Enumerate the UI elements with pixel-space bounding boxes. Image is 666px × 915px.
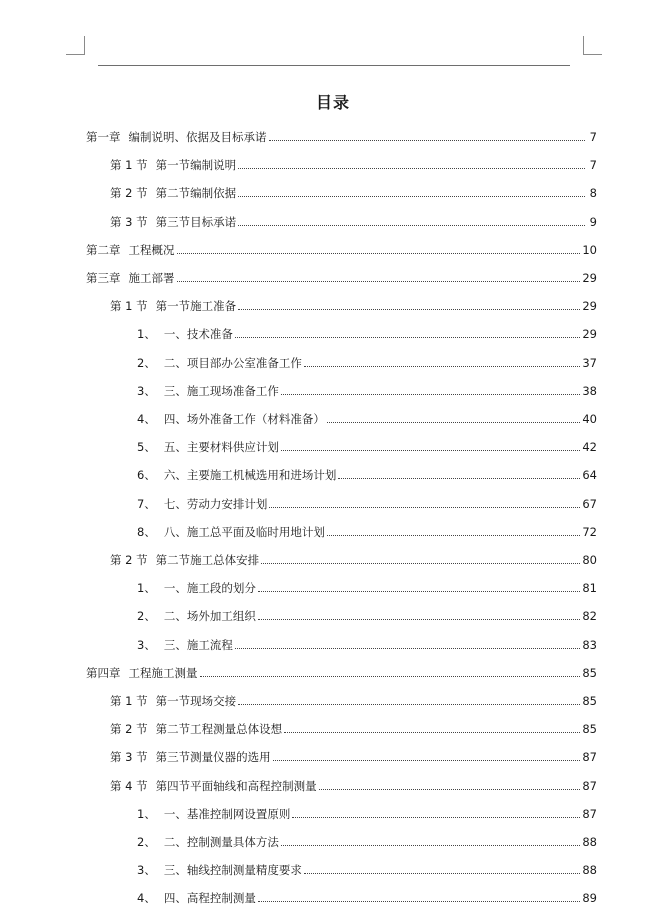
- toc-entry-text: 第一节施工准备: [155, 299, 237, 314]
- toc-leader-dots: [177, 253, 581, 254]
- toc-entry-text: 第三节测量仪器的选用: [155, 750, 271, 765]
- toc-entry-number: 5、: [137, 440, 156, 455]
- toc-leader-dots: [284, 732, 580, 733]
- toc-leader-dots: [258, 901, 581, 902]
- toc-leader-dots: [281, 450, 581, 451]
- toc-entry-number: 4、: [137, 412, 156, 426]
- toc-entry[interactable]: [110, 547, 597, 567]
- toc-entry-label: [86, 130, 267, 144]
- toc-leader-dots: [304, 366, 581, 367]
- toc-entry-page: 81: [582, 581, 597, 596]
- toc-entry-text: 二、项目部办公室准备工作: [163, 355, 302, 370]
- toc-entry[interactable]: [110, 180, 597, 200]
- toc-entry-page: 87: [582, 806, 597, 821]
- toc-entry[interactable]: [110, 688, 597, 708]
- toc-entry-text: 编制说明、依据及目标承诺: [128, 130, 267, 144]
- toc-leader-dots: [269, 507, 580, 508]
- toc-entry-page: 64: [582, 468, 597, 483]
- toc-entry[interactable]: [110, 152, 597, 172]
- toc-entry-page: 67: [582, 496, 597, 511]
- toc-entry-number: 3、: [137, 383, 156, 398]
- toc-entry[interactable]: [110, 293, 597, 313]
- toc-entry-label: [137, 581, 256, 595]
- toc-entry-page: 87: [582, 778, 597, 793]
- toc-entry-text: 八、施工总平面及临时用地计划: [163, 524, 325, 539]
- toc-leader-dots: [261, 563, 580, 564]
- toc-entry-text: 第三节目标承诺: [155, 214, 237, 229]
- toc-entry[interactable]: [137, 575, 597, 595]
- toc-entry-label: [137, 891, 256, 905]
- toc-entry-text: 第四节平面轴线和高程控制测量: [155, 778, 317, 793]
- toc-entry[interactable]: [110, 716, 597, 736]
- toc-leader-dots: [304, 873, 581, 874]
- toc-entry-number: 第四章: [86, 665, 121, 680]
- toc-entry-page: 85: [582, 694, 597, 708]
- toc-entry[interactable]: [110, 773, 597, 793]
- toc-leader-dots: [319, 789, 581, 790]
- toc-entry-number: 6、: [137, 468, 156, 483]
- toc-entry-number: 第 2 节: [110, 186, 148, 201]
- toc-leader-dots: [200, 676, 581, 677]
- toc-leader-dots: [177, 281, 581, 282]
- toc-entry-page: 80: [582, 553, 597, 567]
- toc-entry-label: [137, 440, 279, 454]
- toc-entry-number: 2、: [137, 835, 156, 849]
- toc-entry-number: 第 2 节: [110, 553, 148, 567]
- toc-entry-number: 2、: [137, 609, 156, 624]
- toc-entry[interactable]: [137, 406, 597, 426]
- toc-entry-number: 2、: [137, 355, 156, 370]
- toc-entry-number: 3、: [137, 637, 156, 652]
- toc-entry[interactable]: [86, 124, 597, 144]
- toc-entry-page: 88: [582, 835, 597, 849]
- toc-leader-dots: [327, 422, 581, 423]
- toc-entry-label: [137, 863, 302, 877]
- toc-entry-label: [137, 356, 302, 370]
- toc-leader-dots: [281, 845, 581, 846]
- toc-entry-page: 40: [582, 412, 597, 426]
- toc-entry-page: 38: [582, 383, 597, 398]
- toc-leader-dots: [292, 817, 580, 818]
- toc-entry[interactable]: [137, 885, 597, 905]
- toc-entry[interactable]: [137, 829, 597, 849]
- toc-entry-label: [137, 327, 233, 341]
- toc-entry-page: 29: [582, 271, 597, 285]
- toc-entry-text: 第二节工程测量总体设想: [155, 722, 283, 737]
- toc-entry-number: 1、: [137, 327, 156, 342]
- toc-leader-dots: [235, 648, 581, 649]
- toc-entry-text: 第一节现场交接: [155, 694, 237, 708]
- toc-entry-text: 四、场外准备工作（材料准备）: [163, 412, 325, 426]
- toc-leader-dots: [338, 478, 580, 479]
- toc-entry-page: 10: [582, 242, 597, 257]
- toc-entry-page: 82: [582, 609, 597, 624]
- toc-entry-text: 一、技术准备: [163, 327, 233, 342]
- toc-entry-page: 72: [582, 524, 597, 539]
- toc-entry-text: 六、主要施工机械选用和进场计划: [163, 468, 337, 483]
- toc-entry-label: [137, 497, 267, 511]
- toc-entry[interactable]: [137, 462, 597, 482]
- toc-entry-number: 4、: [137, 891, 156, 906]
- toc-entry-page: 7: [589, 158, 597, 173]
- toc-entry-number: 8、: [137, 524, 156, 539]
- toc-entry-label: [137, 468, 336, 482]
- toc-entry-number: 3、: [137, 863, 156, 878]
- toc-entry-number: 第 1 节: [110, 158, 148, 173]
- toc-entry-number: 1、: [137, 806, 156, 821]
- toc-leader-dots: [258, 591, 581, 592]
- toc-entry[interactable]: [86, 265, 597, 285]
- toc-leader-dots: [258, 619, 581, 620]
- toc-entry[interactable]: [137, 632, 597, 652]
- toc-entry[interactable]: [110, 744, 597, 764]
- toc-leader-dots: [269, 140, 586, 141]
- toc-entry-text: 三、施工现场准备工作: [163, 383, 279, 398]
- toc-title: 目录: [315, 93, 350, 112]
- toc-entry-text: 第二节编制依据: [155, 186, 237, 201]
- toc-entry-number: 7、: [137, 496, 156, 511]
- toc-entry-page: 29: [582, 299, 597, 314]
- toc-entry-number: 第 1 节: [110, 299, 148, 314]
- toc-entry-number: 第 2 节: [110, 722, 148, 737]
- toc-entry-number: 第一章: [86, 130, 121, 144]
- toc-entry-text: 第一节编制说明: [155, 158, 237, 173]
- toc-entry-text: 三、施工流程: [163, 637, 233, 652]
- toc-entry-label: [137, 525, 325, 539]
- toc-entry[interactable]: [86, 237, 597, 257]
- toc-entry-number: 第 3 节: [110, 214, 148, 229]
- toc-entry-text: 二、控制测量具体方法: [163, 835, 279, 849]
- toc-entry[interactable]: [137, 857, 597, 877]
- toc-entry-label: [86, 666, 198, 680]
- toc-entry-number: 1、: [137, 581, 156, 596]
- crop-mark-top-left: [66, 36, 85, 55]
- toc-leader-dots: [327, 535, 581, 536]
- toc-entry-page: 83: [582, 637, 597, 652]
- toc-entry-text: 一、基准控制网设置原则: [163, 806, 291, 821]
- toc-entry[interactable]: [137, 378, 597, 398]
- toc-entry[interactable]: [137, 491, 597, 511]
- toc-entry-label: [137, 638, 233, 652]
- toc-entry-label: [137, 835, 279, 849]
- crop-mark-top-right: [583, 36, 602, 55]
- header-rule: [98, 65, 570, 66]
- toc-entry-number: 第 4 节: [110, 778, 148, 793]
- toc-entry-page: 8: [589, 186, 597, 201]
- toc-entry[interactable]: [86, 660, 597, 680]
- toc-entry-label: [110, 750, 271, 764]
- toc-entry[interactable]: [137, 603, 597, 623]
- toc-entry-number: 第二章: [86, 242, 121, 257]
- toc-entry[interactable]: [137, 350, 597, 370]
- toc-entry-label: [110, 694, 236, 708]
- toc-entry-label: [110, 553, 259, 567]
- toc-leader-dots: [273, 760, 581, 761]
- toc-entry-page: 87: [582, 750, 597, 765]
- toc-entry-page: 9: [589, 214, 597, 229]
- toc-entry-page: 85: [582, 665, 597, 680]
- toc-entry-text: 施工部署: [128, 271, 175, 285]
- toc-entry-page: 29: [582, 327, 597, 342]
- toc-entry-text: 二、场外加工组织: [163, 609, 256, 624]
- toc-entry-page: 7: [589, 130, 597, 144]
- toc-entry-text: 工程概况: [128, 242, 175, 257]
- toc-entry-number: 第 1 节: [110, 694, 148, 708]
- toc-leader-dots: [238, 168, 585, 169]
- toc-leader-dots: [238, 704, 580, 705]
- toc-leader-dots: [281, 394, 581, 395]
- toc-entry-label: [86, 271, 175, 285]
- toc-entry-label: [86, 243, 175, 257]
- toc-entry-number: 第三章: [86, 271, 121, 285]
- toc-entry-label: [110, 186, 236, 200]
- toc-entry-label: [137, 609, 256, 623]
- toc-entry[interactable]: [137, 519, 597, 539]
- toc-entry-text: 四、高程控制测量: [163, 891, 256, 906]
- toc-entry[interactable]: [137, 434, 597, 454]
- toc-entry-page: 88: [582, 863, 597, 878]
- toc-entry[interactable]: [110, 209, 597, 229]
- toc-entry-label: [110, 299, 236, 313]
- toc-entry[interactable]: [137, 801, 597, 821]
- toc-leader-dots: [238, 196, 585, 197]
- toc-entry-text: 七、劳动力安排计划: [163, 496, 268, 511]
- toc-entry-label: [110, 779, 317, 793]
- toc-leader-dots: [238, 225, 585, 226]
- toc-entry-label: [110, 722, 282, 736]
- toc-entry-label: [137, 384, 279, 398]
- toc-leader-dots: [235, 337, 581, 338]
- toc-entry-label: [137, 807, 290, 821]
- toc-entry-page: 89: [582, 891, 597, 906]
- toc-entry-number: 第 3 节: [110, 750, 148, 765]
- toc-entry-page: 85: [582, 722, 597, 737]
- toc-entry-label: [110, 215, 236, 229]
- toc-entry-text: 工程施工测量: [128, 665, 198, 680]
- toc-entry-text: 三、轴线控制测量精度要求: [163, 863, 302, 878]
- toc-entry[interactable]: [137, 321, 597, 341]
- toc-entry-text: 第二节施工总体安排: [155, 553, 260, 567]
- toc-entry-text: 五、主要材料供应计划: [163, 440, 279, 455]
- toc-entry-page: 42: [582, 440, 597, 455]
- toc-entry-label: [110, 158, 236, 172]
- toc-entry-label: [137, 412, 325, 426]
- toc-leader-dots: [238, 309, 580, 310]
- toc-entry-text: 一、施工段的划分: [163, 581, 256, 596]
- toc-entry-page: 37: [582, 355, 597, 370]
